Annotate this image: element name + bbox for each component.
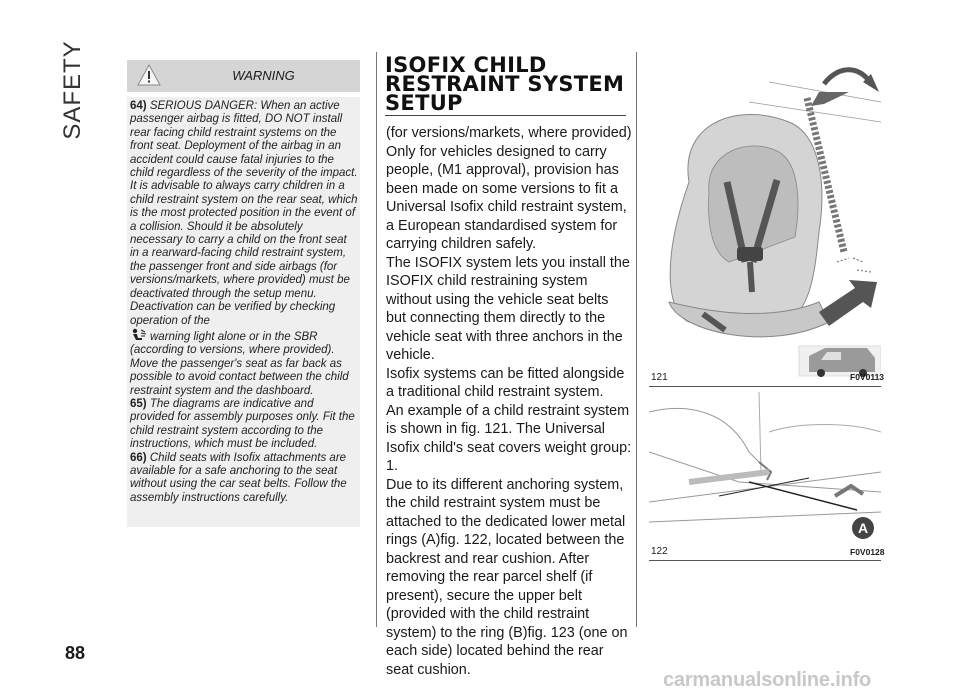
figure-number: 121 [651, 372, 668, 383]
figure-code: F0V0113 [850, 372, 885, 382]
body-paragraph: Only for vehicles designed to carry people, (M1 approval), provision has been made on some versions to fit a Universal Isofix child restraint system, a European standardised system for carrying children safely. [386, 143, 627, 252]
warning-item-66: 66) Child seats with Isofix attachments are available for a safe anchoring to the seat without using the car seat belts. Follow the assembly instructions carefully. [130, 451, 347, 504]
callout-a-label: A [857, 520, 869, 536]
warning-header [127, 60, 360, 92]
body-paragraph: The ISOFIX system lets you install the ISOFIX child restraining system without using the vehicle seat belts but connecting them directly to the vehicle seat with three anchors in the vehicle. [386, 254, 630, 363]
page-number: 88 [65, 643, 86, 663]
body-paragraph: (for versions/markets, where provided) [386, 125, 632, 141]
column-divider [376, 52, 377, 627]
figure-rule [649, 560, 881, 561]
airbag-warning-light-icon [130, 328, 148, 342]
figure-number: 122 [651, 546, 668, 557]
section-title: ISOFIX CHILD RESTRAINT SYSTEM SETUP [385, 53, 625, 115]
watermark: carmanualsonline.info [663, 669, 872, 691]
column-divider [636, 52, 637, 627]
warning-item-65: 65) The diagrams are indicative and provided for assembly purposes only. Fit the child restraint system according to the instructions, which must be included. [130, 397, 355, 451]
child-seat-illustration [649, 62, 881, 382]
warning-title: WARNING [232, 68, 295, 83]
body-paragraph: Isofix systems can be fitted alongside a traditional child restraint system. [386, 365, 625, 400]
body-paragraph: An example of a child restraint system is shown in fig. 121. The Universal Isofix child's seat covers weight group: 1. [386, 402, 632, 474]
figure-rule [649, 386, 881, 387]
warning-body [127, 97, 360, 527]
side-section-label: SAFETY [59, 40, 86, 140]
section-body [386, 124, 632, 679]
warning-item-64: 64) SERIOUS DANGER: When an active passenger airbag is fitted, DO NOT install rear facing child restraint systems on the front seat. Deployment of the airbag in an accident could cause fatal injuries to the child regardless of the severity of the impact. It is advisable to always carry children in a child restraint system on the rear seat, which is the most protected position in the event of a collision. Should it be absolutely necessary to carry a child on the front seat in a rearward-facing child restraint system, the passenger front and side airbags (for versions/markets, where provided) must be deactivated through the setup menu. Deactivation can be verified by checking operation of the warning light alone or in the SBR (according to versions, where provided). Move the passenger's seat as far back as possible to avoid contact between the child restraint system and the dashboard. [130, 100, 358, 397]
title-underline [385, 115, 626, 116]
figure-code: F0V0128 [850, 547, 885, 557]
body-paragraph: Due to its different anchoring system, the child restraint system must be attached to the dedicated lower metal rings (A)fig. 122, located between the backrest and rear cushion. After removing the rear parcel shelf (if present), secure the upper belt (provided with the child restraint system) to the ring (B)fig. 123 (one on each side) located behind the rear seat cushion. [386, 476, 628, 678]
isofix-anchor-illustration [649, 392, 881, 542]
